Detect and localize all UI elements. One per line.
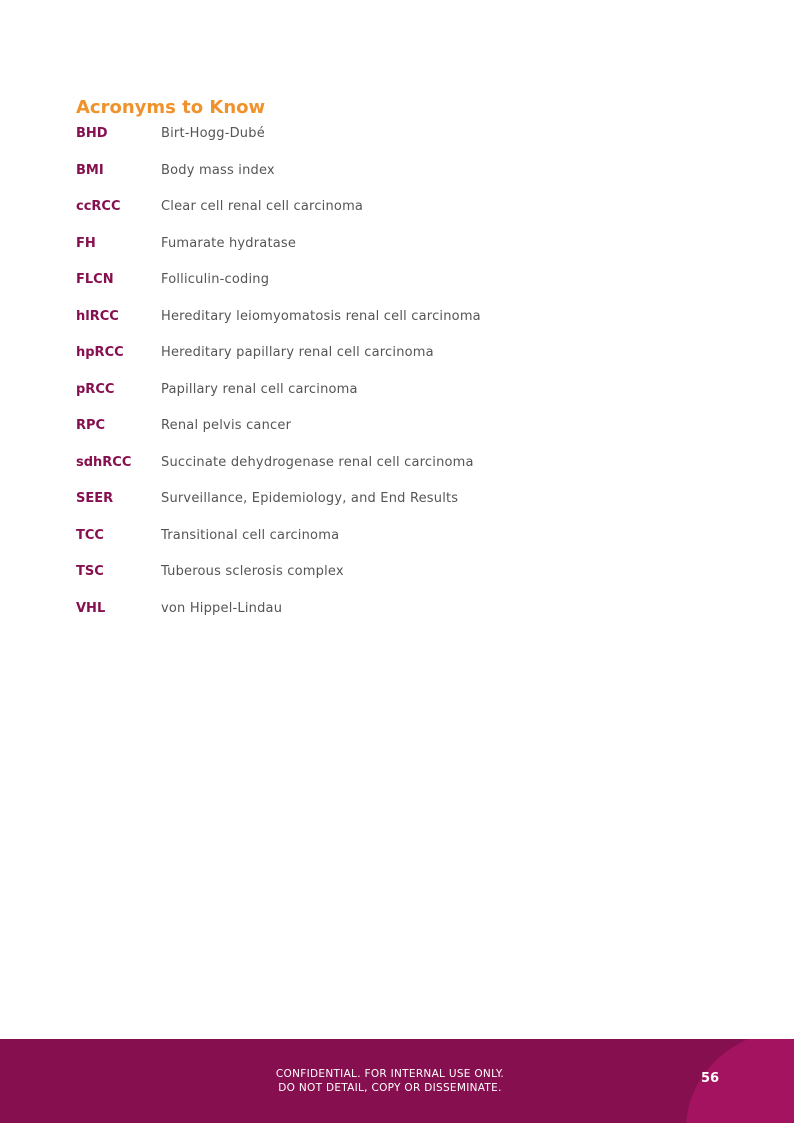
acronym-term: pRCC <box>76 381 115 397</box>
acronym-definition: Birt-Hogg-Dubé <box>161 126 265 141</box>
acronym-list <box>76 124 716 635</box>
acronym-term: ccRCC <box>76 199 121 214</box>
footer-band <box>0 1039 794 1123</box>
acronym-term: SEER <box>76 491 114 506</box>
acronym-definition: Clear cell renal cell carcinoma <box>161 199 364 214</box>
acronym-definition: Transitional cell carcinoma <box>161 527 340 543</box>
acronym-term: sdhRCC <box>76 454 132 470</box>
confidential-notice-line: CONFIDENTIAL. FOR INTERNAL USE ONLY. <box>275 1068 505 1080</box>
acronym-definition: Hereditary leiomyomatosis renal cell carcinoma <box>161 308 481 324</box>
acronym-row <box>76 380 716 417</box>
acronym-row <box>76 489 716 526</box>
confidential-notice-line: DO NOT DETAIL, COPY OR DISSEMINATE. <box>278 1082 502 1094</box>
acronym-definition: von Hippel-Lindau <box>161 600 283 616</box>
acronym-term: RPC <box>76 418 106 433</box>
acronym-row <box>76 161 716 198</box>
acronym-term: hpRCC <box>76 345 124 360</box>
acronym-definition: Succinate dehydrogenase renal cell carcinoma <box>161 454 474 470</box>
acronym-definition: Hereditary papillary renal cell carcinoma <box>161 345 434 360</box>
acronym-definition: Folliculin-coding <box>161 272 270 287</box>
acronym-term: BMI <box>76 162 104 178</box>
acronym-definition: Renal pelvis cancer <box>161 418 292 433</box>
acronym-term: TSC <box>76 564 104 579</box>
acronym-row <box>76 526 716 563</box>
acronym-row <box>76 453 716 490</box>
acronym-definition: Surveillance, Epidemiology, and End Results <box>161 491 459 506</box>
acronym-row <box>76 307 716 344</box>
acronym-row <box>76 124 716 161</box>
acronym-definition: Fumarate hydratase <box>161 235 297 251</box>
acronym-term: VHL <box>76 600 106 616</box>
acronym-row <box>76 234 716 271</box>
acronym-row <box>76 562 716 599</box>
acronym-term: FH <box>76 235 96 251</box>
acronym-definition: Tuberous sclerosis complex <box>161 564 344 579</box>
confidential-notice <box>200 1067 580 1095</box>
acronym-row <box>76 197 716 234</box>
acronym-row <box>76 599 716 636</box>
acronym-term: hlRCC <box>76 308 119 324</box>
acronym-definition: Body mass index <box>161 162 275 178</box>
page-number: 56 <box>700 1071 720 1086</box>
acronym-term: TCC <box>76 527 104 543</box>
acronym-term: FLCN <box>76 272 114 287</box>
page-title: Acronyms to Know <box>76 97 266 118</box>
acronym-definition: Papillary renal cell carcinoma <box>161 381 358 397</box>
acronym-row <box>76 416 716 453</box>
acronym-row <box>76 343 716 380</box>
acronym-term: BHD <box>76 126 108 141</box>
acronym-row <box>76 270 716 307</box>
